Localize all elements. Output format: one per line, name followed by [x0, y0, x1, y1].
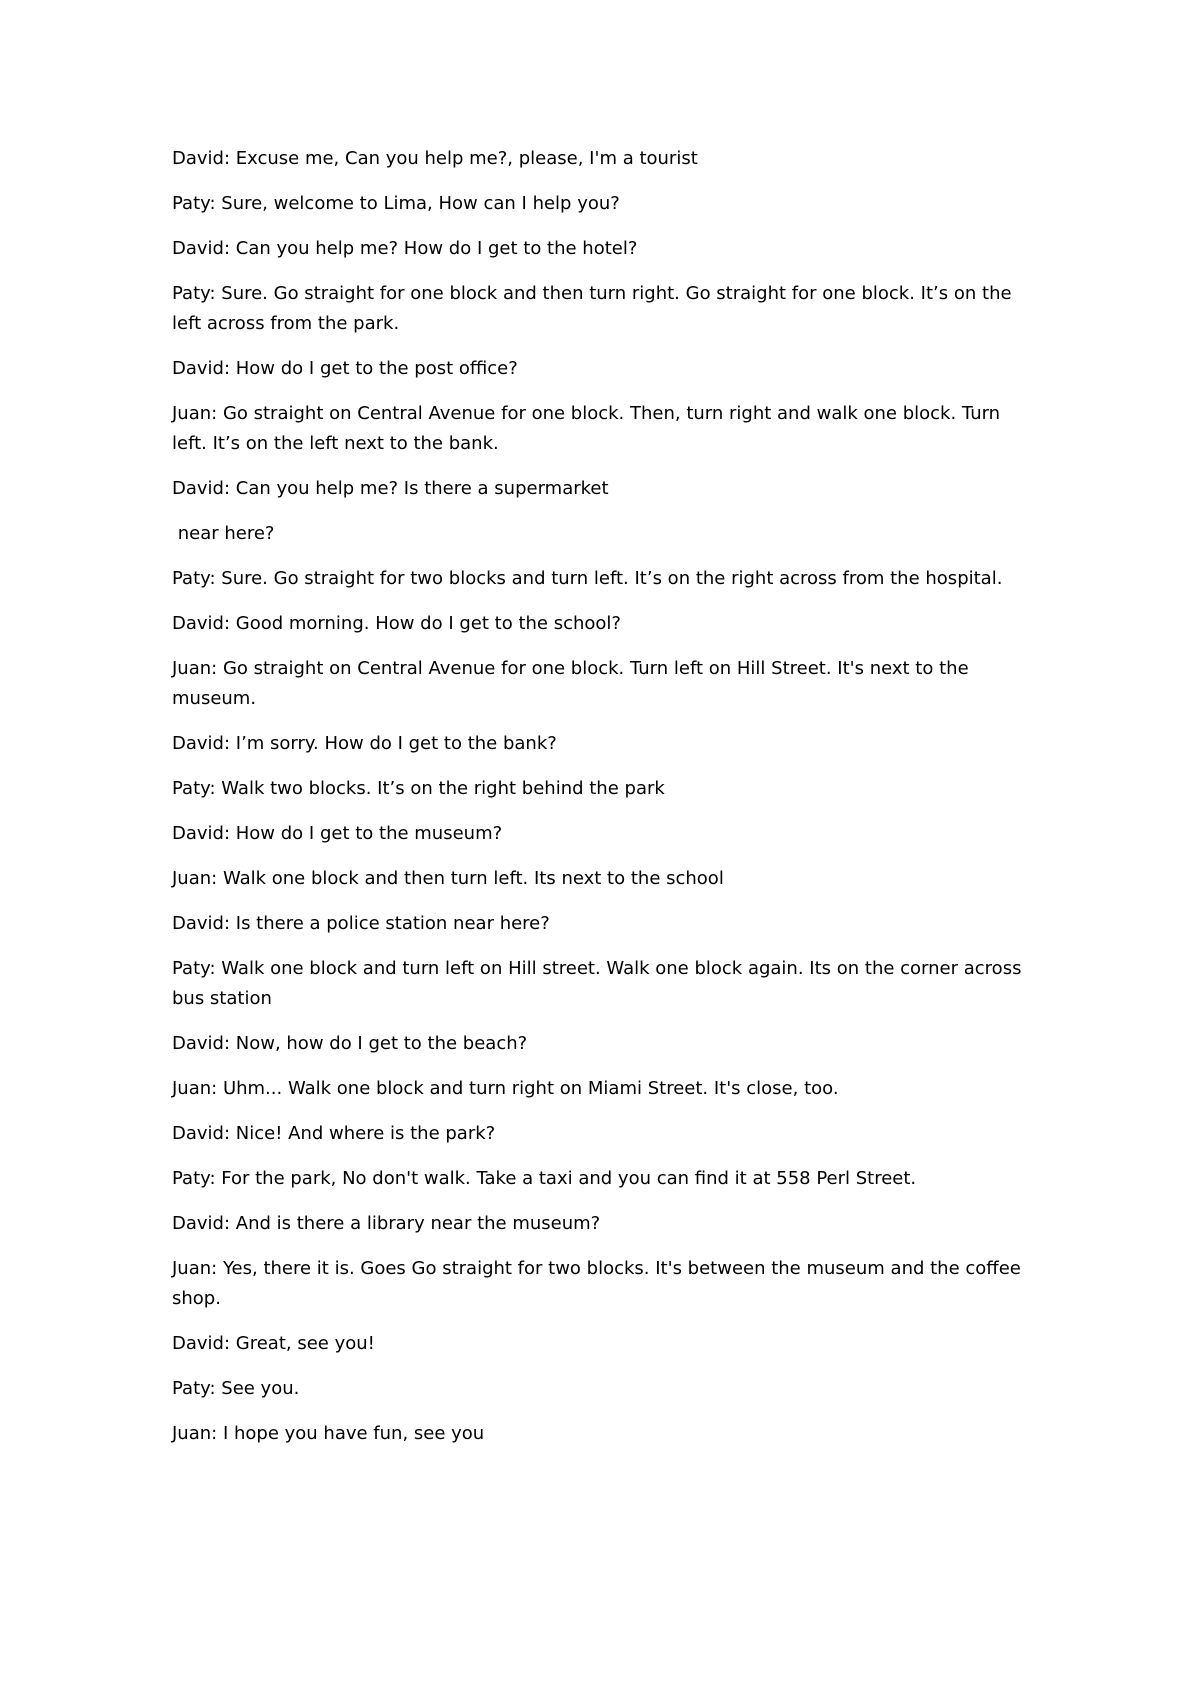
dialogue-line: David: I’m sorry. How do I get to the bank? [172, 733, 557, 754]
dialogue-line: Paty: Walk one block and turn left on Hill street. Walk one block again. Its on the corner across bus station [172, 958, 1028, 1009]
dialogue-line: David: Great, see you! [172, 1333, 375, 1354]
dialogue-line: Juan: Go straight on Central Avenue for one block. Turn left on Hill Street. It's next to the museum. [172, 658, 975, 709]
dialogue-line: near here? [172, 523, 275, 544]
dialogue-line: David: Excuse me, Can you help me?, please, I'm a tourist [172, 148, 698, 169]
dialogue-line: David: Now, how do I get to the beach? [172, 1033, 528, 1054]
dialogue-line: David: Can you help me? Is there a supermarket [172, 478, 609, 499]
dialogue-line: Juan: Uhm... Walk one block and turn right on Miami Street. It's close, too. [172, 1078, 839, 1099]
dialogue-line: David: How do I get to the museum? [172, 823, 503, 844]
dialogue-line: David: And is there a library near the museum? [172, 1213, 601, 1234]
dialogue-line: Paty: Sure. Go straight for one block and then turn right. Go straight for one block. It’s on the left across from the park. [172, 283, 1018, 334]
dialogue-line: Paty: For the park, No don't walk. Take a taxi and you can find it at 558 Perl Street. [172, 1168, 917, 1189]
dialogue-line: David: Is there a police station near here? [172, 913, 550, 934]
dialogue-line: David: Can you help me? How do I get to the hotel? [172, 238, 638, 259]
dialogue-line: David: Nice! And where is the park? [172, 1123, 496, 1144]
dialogue-line: Juan: Yes, there it is. Goes Go straight for two blocks. It's between the museum and the coffee shop. [172, 1258, 1027, 1309]
dialogue-text [172, 144, 1032, 1464]
dialogue-line: David: Good morning. How do I get to the school? [172, 613, 621, 634]
dialogue-line: Juan: Walk one block and then turn left. Its next to the school [172, 868, 724, 889]
dialogue-line: Paty: Sure. Go straight for two blocks and turn left. It’s on the right across from the hospital. [172, 568, 1003, 589]
dialogue-line: Juan: Go straight on Central Avenue for one block. Then, turn right and walk one block. Turn left. It’s on the left next to the bank. [172, 403, 1006, 454]
dialogue-line: Paty: Sure, welcome to Lima, How can I help you? [172, 193, 620, 214]
dialogue-line: David: How do I get to the post office? [172, 358, 518, 379]
dialogue-line: Paty: Walk two blocks. It’s on the right behind the park [172, 778, 665, 799]
dialogue-line: Juan: I hope you have fun, see you [172, 1423, 485, 1444]
dialogue-line: Paty: See you. [172, 1378, 300, 1399]
